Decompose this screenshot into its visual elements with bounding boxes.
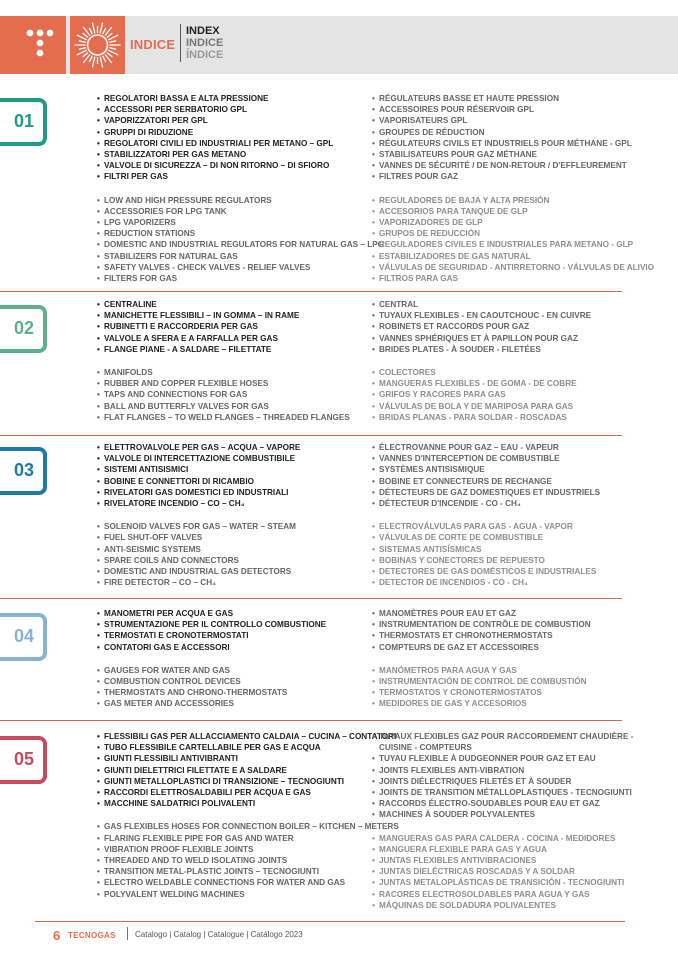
list-item: • VIBRATION PROOF FLEXIBLE JOINTS <box>97 844 399 855</box>
list-item: • MACCHINE SALDATRICI POLIVALENTI <box>97 798 399 809</box>
list-item: • LPG VAPORIZERS <box>97 217 384 228</box>
list-item: • STABILISATEURS POUR GAZ MÉTHANE <box>372 149 654 160</box>
list-item: • VAPORIZZATORI PER GPL <box>97 115 384 126</box>
list-item: • REGULADORES DE BAJA Y ALTA PRESIÓN <box>372 195 654 206</box>
section-divider <box>0 720 622 721</box>
list-item: • RUBBER AND COPPER FLEXIBLE HOSES <box>97 378 350 389</box>
list-item: • JUNTAS DIELÉCTRICAS ROSCADAS Y A SOLDAR <box>372 866 633 877</box>
list-item: • MANICHETTE FLESSIBILI – IN GOMMA – IN RAME <box>97 310 350 321</box>
list-item: • MÁQUINAS DE SOLDADURA POLIVALENTES <box>372 900 633 911</box>
list-item: • REDUCTION STATIONS <box>97 228 384 239</box>
list-item: • STRUMENTAZIONE PER IL CONTROLLO COMBUSTIONE <box>97 619 326 630</box>
title-es: ÍNDICE <box>186 49 224 61</box>
section-right-column <box>372 608 591 722</box>
sun-graphic <box>70 16 125 74</box>
title-it: INDICE <box>186 37 224 49</box>
list-item: • BOBINE ET CONNECTEURS DE RECHANGE <box>372 476 600 487</box>
list-item: • VÁLVULAS DE CORTE DE COMBUSTIBLE <box>372 532 600 543</box>
brand-logo-icon <box>0 16 66 74</box>
language-group <box>97 731 399 809</box>
list-item: • LOW AND HIGH PRESSURE REGULATORS <box>97 195 384 206</box>
list-item: • MANOMETRI PER ACQUA E GAS <box>97 608 326 619</box>
list-item: • DÉTECTEUR D'INCENDIE - CO - CH₄ <box>372 498 600 509</box>
list-item: • THERMOSTATS AND CHRONO-THERMOSTATS <box>97 687 326 698</box>
list-item: • GIUNTI DIELETTRICI FILETTATE E A SALDARE <box>97 765 399 776</box>
list-item: • TRANSITION METAL-PLASTIC JOINTS – TECNOGIUNTI <box>97 866 399 877</box>
list-item: • RACCORDS ÉLECTRO-SOUDABLES POUR EAU ET GAZ <box>372 798 633 809</box>
list-item: • POLYVALENT WELDING MACHINES <box>97 889 399 900</box>
list-item: • VALVOLE DI INTERCETTAZIONE COMBUSTIBILE <box>97 453 300 464</box>
list-item: • SISTEMI ANTISISMICI <box>97 464 300 475</box>
list-item: • SAFETY VALVES - CHECK VALVES - RELIEF VALVES <box>97 262 384 273</box>
list-item: • STABILIZZATORI PER GAS METANO <box>97 149 384 160</box>
list-item: • ACCESSORIES FOR LPG TANK <box>97 206 384 217</box>
list-item: • REGOLATORI CIVILI ED INDUSTRIALI PER METANO – GPL <box>97 138 384 149</box>
list-item: • DOMESTIC AND INDUSTRIAL GAS DETECTORS <box>97 566 300 577</box>
index-titles <box>186 25 223 61</box>
language-group <box>97 608 326 653</box>
list-item: • FUEL SHUT-OFF VALVES <box>97 532 300 543</box>
list-item: • ROBINETS ET RACCORDS POUR GAZ <box>372 321 591 332</box>
section-right-column <box>372 442 600 600</box>
title-en: INDEX <box>186 25 220 37</box>
list-item: • MEDIDORES DE GAS Y ACCESORIOS <box>372 698 591 709</box>
list-item: • ACCESORIOS PARA TANQUE DE GLP <box>372 206 654 217</box>
list-item: • TUYAUX FLEXIBLES GAZ POUR RACCORDEMENT CHAUDIÈRE - <box>372 731 633 742</box>
list-item: • ESTABILIZADORES DE GAS NATURAL <box>372 251 654 262</box>
footer-divider <box>127 927 128 940</box>
list-item: • TAPS AND CONNECTIONS FOR GAS <box>97 389 350 400</box>
list-item: • TERMOSTATI E CRONOTERMOSTATI <box>97 630 326 641</box>
list-item: • FIRE DETECTOR – CO – CH₄ <box>97 577 300 588</box>
list-item: • SOLENOID VALVES FOR GAS – WATER – STEAM <box>97 521 300 532</box>
list-item: • FLESSIBILI GAS PER ALLACCIAMENTO CALDAIA – CUCINA – CONTATORI <box>97 731 399 742</box>
list-item: • BRIDAS PLANAS - PARA SOLDAR - ROSCADAS <box>372 412 591 423</box>
list-item: • JUNTAS FLEXIBLES ANTIVIBRACIONES <box>372 855 633 866</box>
language-group <box>97 665 326 710</box>
section-divider <box>0 598 622 599</box>
list-item: • SPARE COILS AND CONNECTORS <box>97 555 300 566</box>
language-group <box>372 731 633 821</box>
language-group <box>97 367 350 423</box>
list-item: • ELETTROVALVOLE PER GAS – ACQUA – VAPORE <box>97 442 300 453</box>
language-group <box>372 195 654 285</box>
section-number: 02 <box>13 318 35 338</box>
language-group <box>372 299 591 355</box>
index-badge: INDICE <box>130 37 176 52</box>
list-item: • COMBUSTION CONTROL DEVICES <box>97 676 326 687</box>
brand-logo <box>0 16 66 74</box>
section-right-column <box>372 731 633 923</box>
list-item: • STABILIZERS FOR NATURAL GAS <box>97 251 384 262</box>
language-group <box>97 521 300 588</box>
list-item: • VANNES D'INTERCEPTION DE COMBUSTIBLE <box>372 453 600 464</box>
list-item: • SYSTÈMES ANTISISMIQUE <box>372 464 600 475</box>
list-item: • TUYAU FLEXIBLE À DUDGEONNER POUR GAZ ET EAU <box>372 753 633 764</box>
language-group <box>372 833 633 911</box>
section-right-column <box>372 93 654 296</box>
list-item: • ELECTROVÁLVULAS PARA GAS - AGUA - VAPOR <box>372 521 600 532</box>
language-group <box>97 93 384 183</box>
list-item: • INSTRUMENTATION DE CONTRÔLE DE COMBUSTION <box>372 619 591 630</box>
language-group <box>372 367 591 423</box>
sun-icon <box>70 16 125 74</box>
section-left-column <box>97 731 399 912</box>
list-item: • TERMOSTATOS Y CRONOTERMOSTATOS <box>372 687 591 698</box>
list-item: • RACCORDI ELETTROSALDABILI PER ACQUA E GAS <box>97 787 399 798</box>
list-item: • CONTATORI GAS E ACCESSORI <box>97 642 326 653</box>
language-group <box>97 195 384 285</box>
list-item: • MANIFOLDS <box>97 367 350 378</box>
list-item: • VANNES SPHÉRIQUES ET À PAPILLON POUR GAZ <box>372 333 591 344</box>
list-item: • THREADED AND TO WELD ISOLATING JOINTS <box>97 855 399 866</box>
header-bar <box>0 16 678 74</box>
list-item: • BRIDES PLATES - À SOUDER - FILETÉES <box>372 344 591 355</box>
list-item: • GRUPPI DI RIDUZIONE <box>97 127 384 138</box>
language-group <box>97 442 300 509</box>
section-number: 03 <box>13 460 35 480</box>
list-item: • VANNES DE SÉCURITÉ / DE NON-RETOUR / D'EFFLEUREMENT <box>372 160 654 171</box>
list-item: • SISTEMAS ANTISÍSMICAS <box>372 544 600 555</box>
list-item: • BOBINE E CONNETTORI DI RICAMBIO <box>97 476 300 487</box>
language-group <box>97 821 399 899</box>
list-item: • VÁLVULAS DE SEGURIDAD - ANTIRRETORNO - VÁLVULAS DE ALIVIO <box>372 262 654 273</box>
footer-catalog-text: Catalogo | Catalog | Catalogue | Catálogo 2023 <box>135 930 303 939</box>
list-item: • FILTROS PARA GAS <box>372 273 654 284</box>
list-item: • MACHINES À SOUDER POLYVALENTES <box>372 809 633 820</box>
list-item: • GAUGES FOR WATER AND GAS <box>97 665 326 676</box>
list-item: • CENTRALINE <box>97 299 350 310</box>
section-divider <box>0 291 622 292</box>
list-item: • COMPTEURS DE GAZ ET ACCESSOIRES <box>372 642 591 653</box>
list-item: • GAS METER AND ACCESSORIES <box>97 698 326 709</box>
list-item: • MANOMÈTRES POUR EAU ET GAZ <box>372 608 591 619</box>
page-number: 6 <box>53 928 61 943</box>
list-item: • REGULADORES CIVILES E INDUSTRIALES PARA METANO - GLP <box>372 239 654 250</box>
list-item: • TUBO FLESSIBILE CARTELLABILE PER GAS E ACQUA <box>97 742 399 753</box>
language-group <box>372 608 591 653</box>
section-left-column <box>97 442 300 600</box>
list-item: • RIVELATORI GAS DOMESTICI ED INDUSTRIALI <box>97 487 300 498</box>
list-item: • GIUNTI FLESSIBILI ANTIVIBRANTI <box>97 753 399 764</box>
list-item: • ÉLECTROVANNE POUR GAZ – EAU - VAPEUR <box>372 442 600 453</box>
list-item: • VAPORISATEURS GPL <box>372 115 654 126</box>
list-item: • GRIFOS Y RACORES PARA GAS <box>372 389 591 400</box>
list-item: • FLAT FLANGES – TO WELD FLANGES – THREADED FLANGES <box>97 412 350 423</box>
list-item: • JOINTS FLEXIBLES ANTI-VIBRATION <box>372 765 633 776</box>
list-item: • GAS FLEXIBLES HOSES FOR CONNECTION BOILER – KITCHEN – METERS <box>97 821 399 832</box>
section-left-column <box>97 608 326 722</box>
list-item: • ANTI-SEISMIC SYSTEMS <box>97 544 300 555</box>
list-item: • DÉTECTEURS DE GAZ DOMESTIQUES ET INDUSTRIELS <box>372 487 600 498</box>
language-group <box>372 665 591 710</box>
list-item: • CENTRAL <box>372 299 591 310</box>
list-item: • TUYAUX FLEXIBLES - EN CAOUTCHOUC - EN CUIVRE <box>372 310 591 321</box>
list-item: • VAPORIZADORES DE GLP <box>372 217 654 228</box>
list-item: • MANGUERA FLEXIBLE PARA GAS Y AGUA <box>372 844 633 855</box>
header-divider <box>180 24 181 62</box>
list-item: • MANGUERAS FLEXIBLES - DE GOMA - DE COBRE <box>372 378 591 389</box>
language-group <box>97 299 350 355</box>
section-left-column <box>97 299 350 435</box>
list-item: • RUBINETTI E RACCORDERIA PER GAS <box>97 321 350 332</box>
section-number: 01 <box>13 111 35 131</box>
list-item: • FILTRI PER GAS <box>97 171 384 182</box>
section-number: 05 <box>13 749 35 769</box>
list-item: • ACCESSORI PER SERBATORIO GPL <box>97 104 384 115</box>
list-item: • RÉGULATEURS BASSE ET HAUTE PRESSION <box>372 93 654 104</box>
list-item: • RÉGULATEURS CIVILS ET INDUSTRIELS POUR MÉTHANE - GPL <box>372 138 654 149</box>
list-item: • BOBINAS Y CONECTORES DE REPUESTO <box>372 555 600 566</box>
list-item: • FLANGE PIANE - A SALDARE – FILETTATE <box>97 344 350 355</box>
list-item: • VALVOLE DI SICUREZZA – DI NON RITORNO – DI SFIORO <box>97 160 384 171</box>
list-item: • ACCESSOIRES POUR RÉSERVOIR GPL <box>372 104 654 115</box>
list-item: • RIVELATORE INCENDIO – CO – CH₄ <box>97 498 300 509</box>
list-item: • COLECTORES <box>372 367 591 378</box>
list-item: • FLARING FLEXIBLE PIPE FOR GAS AND WATER <box>97 833 399 844</box>
section-right-column <box>372 299 591 435</box>
language-group <box>372 442 600 509</box>
list-item: • GROUPES DE RÉDUCTION <box>372 127 654 138</box>
list-item: • REGOLATORI BASSA E ALTA PRESSIONE <box>97 93 384 104</box>
list-item: • DETECTORES DE GAS DOMÉSTICOS E INDUSTRIALES <box>372 566 600 577</box>
list-item: • THERMOSTATS ET CHRONOTHERMOSTATS <box>372 630 591 641</box>
list-item: • ELECTRO WELDABLE CONNECTIONS FOR WATER AND GAS <box>97 877 399 888</box>
list-item: • INSTRUMENTACIÓN DE CONTROL DE COMBUSTIÓN <box>372 676 591 687</box>
list-item: • BALL AND BUTTERFLY VALVES FOR GAS <box>97 401 350 412</box>
language-group <box>372 93 654 183</box>
list-item: • DETECTOR DE INCENDIOS - CO - CH₄ <box>372 577 600 588</box>
section-left-column <box>97 93 384 296</box>
section-number: 04 <box>13 626 35 646</box>
list-item: • GIUNTI METALLOPLASTICI DI TRANSIZIONE – TECNOGIUNTI <box>97 776 399 787</box>
list-item: CUISINE - COMPTEURS <box>379 743 472 753</box>
footer-line <box>35 921 625 922</box>
list-item: • VALVOLE A SFERA E A FARFALLA PER GAS <box>97 333 350 344</box>
list-item: • JUNTAS METALOPLÁSTICAS DE TRANSICIÓN - TECNOGIUNTI <box>372 877 633 888</box>
list-item: • FILTERS FOR GAS <box>97 273 384 284</box>
list-item: • MANÓMETROS PARA AGUA Y GAS <box>372 665 591 676</box>
list-item: • VÁLVULAS DE BOLA Y DE MARIPOSA PARA GAS <box>372 401 591 412</box>
footer-brand: TECNOGAS <box>68 931 116 940</box>
list-item: • MANGUERAS GAS PARA CALDERA - COCINA - MEDIDORES <box>372 833 633 844</box>
list-item: • DOMESTIC AND INDUSTRIAL REGULATORS FOR NATURAL GAS – LPG <box>97 239 384 250</box>
list-item: • GRUPOS DE REDUCCIÓN <box>372 228 654 239</box>
list-item: • JOINTS DIÉLECTRIQUES FILETÉS ET À SOUDER <box>372 776 633 787</box>
list-item: • RACORES ELECTROSOLDABLES PARA AGUA Y GAS <box>372 889 633 900</box>
language-group <box>372 521 600 588</box>
list-item: • JOINTS DE TRANSITION MÉTALLOPLASTIQUES - TECNOGIUNTI <box>372 787 633 798</box>
list-item: • FILTRES POUR GAZ <box>372 171 654 182</box>
section-divider <box>0 435 622 436</box>
